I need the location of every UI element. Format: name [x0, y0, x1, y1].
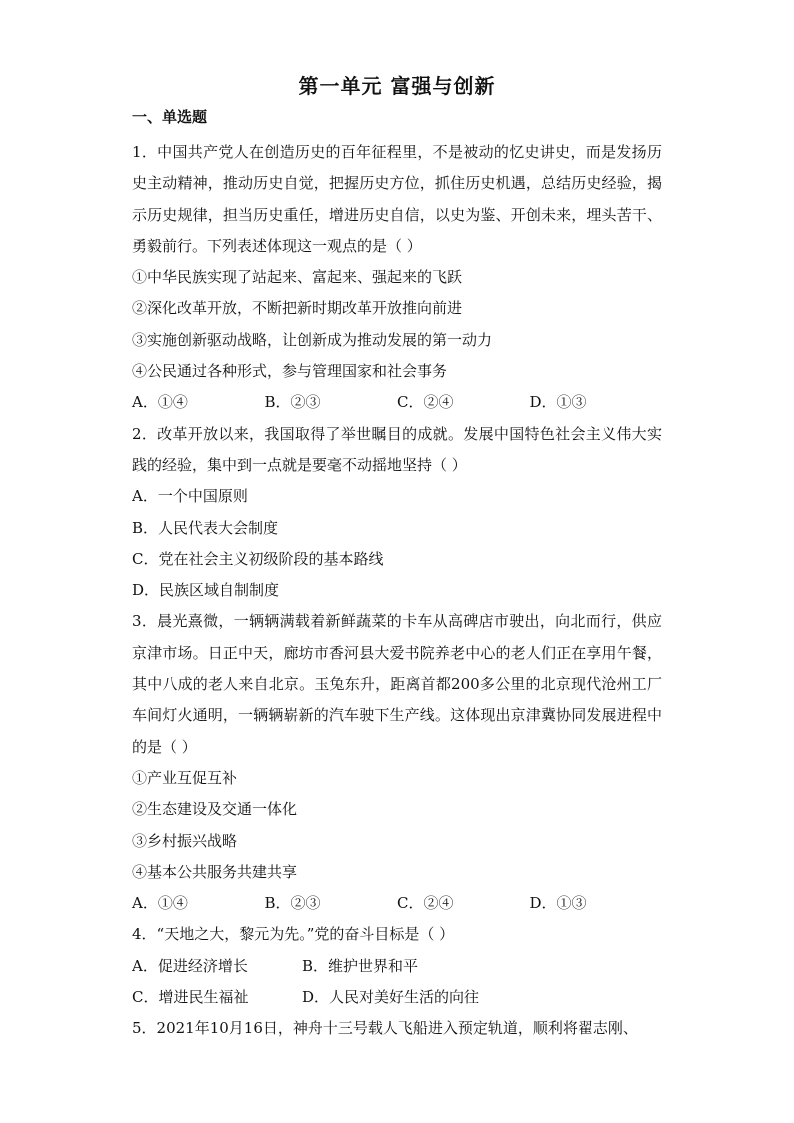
question-2-stem: 2．改革开放以来，我国取得了举世瞩目的成就。发展中国特色社会主义伟大实践的经验，集中到一点就是要毫不动摇地坚持（ ） — [132, 424, 662, 474]
option-c[interactable]: C．②④ — [397, 894, 454, 913]
option-b[interactable]: B．②③ — [264, 393, 321, 412]
option-a[interactable]: A．一个中国原则 — [132, 487, 248, 506]
option-a[interactable]: A．促进经济增长 — [132, 956, 248, 975]
option-a[interactable]: A．①④ — [132, 393, 188, 412]
question-4-options-row-2 — [132, 982, 662, 1013]
question-4-options-row-1 — [132, 951, 662, 982]
option-d[interactable]: D．人民对美好生活的向往 — [302, 988, 480, 1007]
option-a[interactable]: A．①④ — [132, 894, 188, 913]
option-b[interactable]: B．维护世界和平 — [302, 956, 419, 975]
question-4-stem: 4．“天地之大，黎元为先。”党的奋斗目标是（ ） — [132, 925, 455, 944]
option-c[interactable]: C．增进民生福祉 — [132, 988, 249, 1007]
question-1-stem: 1．中国共产党人在创造历史的百年征程里，不是被动的忆史讲史，而是发扬历史主动精神，推动历史自觉，把握历史方位，抓住历史机遇，总结历史经验，揭示历史规律，担当历史重任，增进历史自信，以史为鉴、开创未来，埋头苦干、勇毅前行。下列表述体现这一观点的是（ ） — [132, 143, 662, 255]
question-3-item: ①产业互促互补 — [132, 768, 238, 787]
question-1-options — [132, 387, 662, 418]
question-list — [132, 137, 662, 1045]
option-b[interactable]: B．②③ — [264, 894, 321, 913]
question-1-item: ①中华民族实现了站起来、富起来、强起来的飞跃 — [132, 268, 463, 287]
option-d[interactable]: D．民族区域自制制度 — [132, 581, 280, 600]
question-1-item: ③实施创新驱动战略，让创新成为推动发展的第一动力 — [132, 330, 493, 349]
option-d[interactable]: D．①③ — [529, 393, 587, 412]
question-1-item: ④公民通过各种形式，参与管理国家和社会事务 — [132, 362, 448, 381]
question-5-stem: 5．2021年10月16日，神舟十三号载人飞船进入预定轨道，顺利将翟志刚、 — [132, 1019, 638, 1038]
question-3-item: ④基本公共服务共建共享 — [132, 862, 298, 881]
question-3-item: ②生态建设及交通一体化 — [132, 800, 298, 819]
question-3-options — [132, 888, 662, 919]
option-c[interactable]: C．党在社会主义初级阶段的基本路线 — [132, 549, 384, 568]
page-title: 第一单元 富强与创新 — [298, 74, 496, 98]
option-b[interactable]: B．人民代表大会制度 — [132, 518, 279, 537]
option-c[interactable]: C．②④ — [397, 393, 454, 412]
option-d[interactable]: D．①③ — [529, 894, 587, 913]
question-3-item: ③乡村振兴战略 — [132, 831, 238, 850]
question-1-item: ②深化改革开放，不断把新时期改革开放推向前进 — [132, 299, 463, 318]
section-heading: 一、单选题 — [132, 108, 208, 126]
question-3-stem: 3．晨光熹微，一辆辆满载着新鲜蔬菜的卡车从高碑店市驶出，向北而行，供应京津市场。日正中天，廊坊市香河县大爱书院养老中心的老人们正在享用午餐，其中八成的老人来自北京。玉兔东升，距离首都200多公里的北京现代沧州工厂车间灯火通明，一辆辆崭新的汽车驶下生产线。这体现出京津冀协同发展进程中的是（ ） — [132, 612, 662, 756]
